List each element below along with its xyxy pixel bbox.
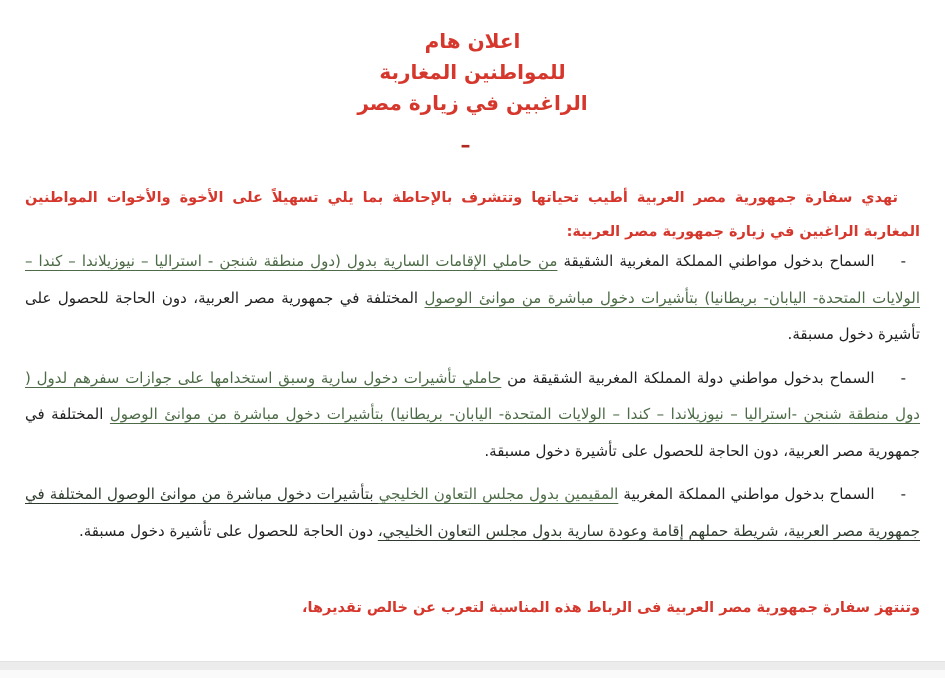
closing-line: وتنتهز سفارة جمهورية مصر العربية فى الرباط هذه المناسبة لتعرب عن خالص تقديرها، [302, 600, 920, 616]
title-line-1: اعلان هام [424, 29, 521, 53]
bullet-item-1 [25, 243, 920, 353]
document-title [0, 26, 945, 119]
bullet1-text-pre: السماح بدخول مواطني المملكة المغربية الشقيقة [557, 252, 875, 270]
page-bottom-strip [0, 670, 945, 678]
bullet3-underlined-dark: بتأشيرات دخول مباشرة من موانئ الوصول المختلفة في جمهورية مصر العربية، شريطة حملهم إقامة وعودة سارية بدول مجلس التعاون الخليجي، [25, 485, 920, 540]
bullet2-text-pre: السماح بدخول مواطني دولة المملكة المغربية الشقيقة من [501, 368, 875, 387]
bullet1-underlined-green: من حاملي الإقامات السارية بدول (دول منطقة شنجن - استراليا – نيوزيلاندا – كندا – الولايات المتحدة- اليابان- بريطانيا) بتأشيرات دخول مباشرة من موانئ الوصول [25, 252, 920, 307]
title-line-2: للمواطنين المغاربة [379, 60, 566, 84]
bullet-dash-icon: - [900, 485, 906, 503]
bullet3-text-pre: السماح بدخول مواطني المملكة المغربية [618, 485, 875, 503]
bullet-item-3 [25, 476, 920, 549]
bullet3-underlined-green: المقيمين بدول مجلس التعاون الخليجي [378, 485, 619, 503]
bullet2-text-post: المختلفة في جمهورية مصر العربية، دون الحاجة للحصول على تأشيرة دخول مسبقة. [25, 405, 920, 460]
bullet-dash-icon: - [900, 252, 906, 270]
title-line-3: الراغبين في زيارة مصر [357, 91, 588, 115]
bullet-dash-icon: - [900, 368, 907, 387]
bullet3-text-post: دون الحاجة للحصول على تأشيرة دخول مسبقة. [78, 521, 378, 540]
bullet-item-2 [25, 360, 920, 470]
intro-paragraph: تهدي سفارة جمهورية مصر العربية أطيب تحياتها وتتشرف بالإحاطة بما يلي تسهيلاً على الأخوة والأخوات المواطنين المغاربة الراغبين في زيارة جمهورية مصر العربية: [25, 190, 920, 240]
bullet2-underlined-green: حاملي تأشيرات دخول سارية وسبق استخدامها على جوازات سفرهم لدول ( دول منطقة شنجن -استراليا – نيوزيلاندا – كندا – الولايات المتحدة- اليابان- بريطانيا) بتأشيرات دخول مباشرة من موانئ الوصول [25, 368, 920, 423]
title-dash: – [460, 133, 471, 157]
bullet-list [25, 243, 920, 556]
bullet1-text-post: المختلفة في جمهورية مصر العربية، دون الحاجة للحصول على تأشيرة دخول مسبقة. [25, 288, 920, 343]
